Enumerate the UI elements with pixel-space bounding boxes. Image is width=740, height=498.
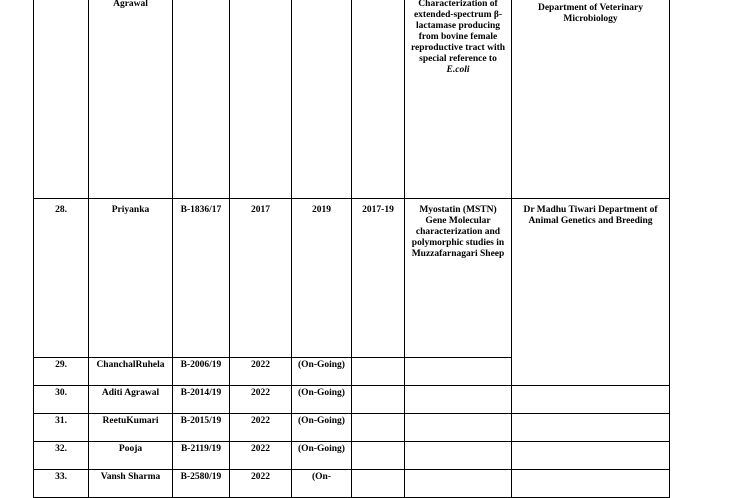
title-text: Characterization of extended-spectrum β-lactamase producing from bovine female reproductive tract with special reference to (410, 0, 506, 64)
sno-cell: 28. (34, 199, 89, 358)
table-row (34, 386, 670, 414)
sno-cell: 32. (34, 442, 89, 470)
name-cell: Vansh Sharma (89, 470, 173, 498)
year-start-cell (230, 0, 292, 199)
year-start-cell: 2022 (230, 414, 292, 442)
name-cell: Priyanka (89, 199, 173, 358)
reg-cell: B-2580/19 (173, 470, 230, 498)
table-row (34, 414, 670, 442)
title-cell (405, 358, 512, 386)
session-cell (352, 358, 405, 386)
advisor-cell: Department of Veterinary Microbiology (512, 0, 670, 199)
name-cell: Pooja (89, 442, 173, 470)
advisor-cell (512, 442, 670, 470)
year-start-cell: 2022 (230, 442, 292, 470)
year-end-cell: 2019 (292, 199, 352, 358)
session-cell: 2017-19 (352, 199, 405, 358)
advisor-cell (512, 386, 670, 414)
reg-cell: B-2119/19 (173, 442, 230, 470)
table-row (34, 0, 670, 199)
reg-cell: B-1836/17 (173, 199, 230, 358)
name-cell: Agrawal (89, 0, 173, 199)
year-start-cell: 2017 (230, 199, 292, 358)
students-table (33, 0, 670, 498)
title-cell (405, 470, 512, 498)
advisor-cell (512, 470, 670, 498)
sno-cell (34, 0, 89, 199)
advisor-cell: Dr Madhu Tiwari Department of Animal Genetics and Breeding (512, 199, 670, 386)
name-cell: Aditi Agrawal (89, 386, 173, 414)
year-end-cell: (On-Going) (292, 414, 352, 442)
sno-cell: 30. (34, 386, 89, 414)
session-cell (352, 470, 405, 498)
table-row (34, 470, 670, 498)
reg-cell: B-2006/19 (173, 358, 230, 386)
name-cell: ChanchalRuhela (89, 358, 173, 386)
sno-cell: 29. (34, 358, 89, 386)
year-end-cell: (On-Going) (292, 442, 352, 470)
year-end-cell: (On-Going) (292, 386, 352, 414)
reg-cell: B-2014/19 (173, 386, 230, 414)
session-cell (352, 442, 405, 470)
title-italic-text: E.coli (446, 65, 470, 75)
advisor-cell (512, 414, 670, 442)
year-start-cell: 2022 (230, 470, 292, 498)
title-cell (405, 0, 512, 199)
sno-cell: 31. (34, 414, 89, 442)
title-cell: Myostatin (MSTN) Gene Molecular characterization and polymorphic studies in Muzzafarnagari Sheep (405, 199, 512, 358)
title-cell (405, 442, 512, 470)
table-row (34, 199, 670, 358)
title-cell (405, 414, 512, 442)
year-start-cell: 2022 (230, 386, 292, 414)
session-cell (352, 0, 405, 199)
reg-cell: B-2015/19 (173, 414, 230, 442)
name-cell: ReetuKumari (89, 414, 173, 442)
sno-cell: 33. (34, 470, 89, 498)
session-cell (352, 414, 405, 442)
reg-cell (173, 0, 230, 199)
year-start-cell: 2022 (230, 358, 292, 386)
title-cell (405, 386, 512, 414)
year-end-cell (292, 0, 352, 199)
year-end-cell: (On-Going) (292, 358, 352, 386)
year-end-cell: (On- (292, 470, 352, 498)
table-row (34, 442, 670, 470)
session-cell (352, 386, 405, 414)
